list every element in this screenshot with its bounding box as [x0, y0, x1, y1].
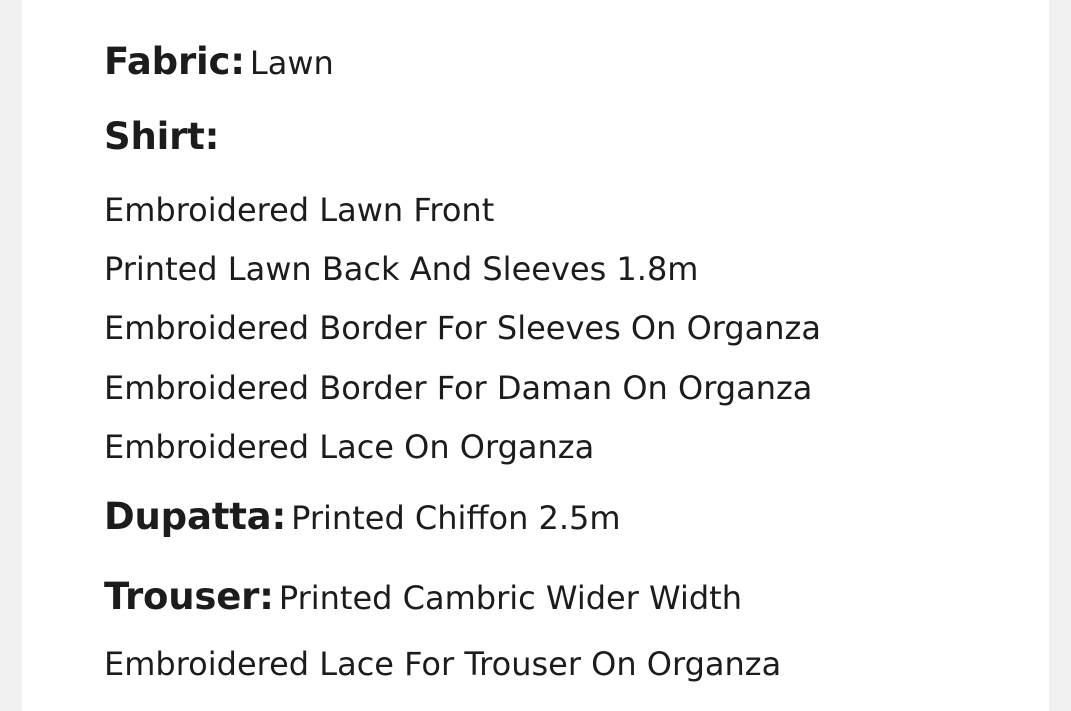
document-page — [22, 0, 1049, 711]
shirt-item-5-text: Embroidered Lace On Organza — [104, 428, 595, 466]
trouser-label: Trouser: — [104, 575, 274, 618]
shirt-item-1 — [104, 191, 494, 229]
fabric-label: Fabric: — [104, 40, 245, 83]
dupatta-label: Dupatta: — [104, 495, 287, 538]
dupatta-row — [104, 495, 621, 538]
shirt-item-2-text: Printed Lawn Back And Sleeves 1.8m — [104, 250, 699, 288]
shirt-item-4 — [104, 369, 812, 407]
fabric-value: Lawn — [249, 44, 334, 82]
shirt-item-3 — [104, 309, 821, 347]
shirt-label: Shirt: — [104, 115, 220, 158]
shirt-item-5 — [104, 428, 594, 466]
fabric-row — [104, 40, 334, 83]
shirt-item-2 — [104, 250, 698, 288]
trouser-row — [104, 575, 742, 618]
shirt-heading-row — [104, 115, 219, 158]
dupatta-value: Printed Chiffon 2.5m — [291, 499, 621, 537]
trouser-item-1-text: Embroidered Lace For Trouser On Organza — [104, 645, 782, 683]
trouser-value: Printed Cambric Wider Width — [278, 579, 742, 617]
trouser-item-1 — [104, 645, 781, 683]
shirt-item-4-text: Embroidered Border For Daman On Organza — [104, 369, 813, 407]
shirt-item-3-text: Embroidered Border For Sleeves On Organza — [104, 309, 821, 347]
shirt-item-1-text: Embroidered Lawn Front — [104, 191, 495, 229]
